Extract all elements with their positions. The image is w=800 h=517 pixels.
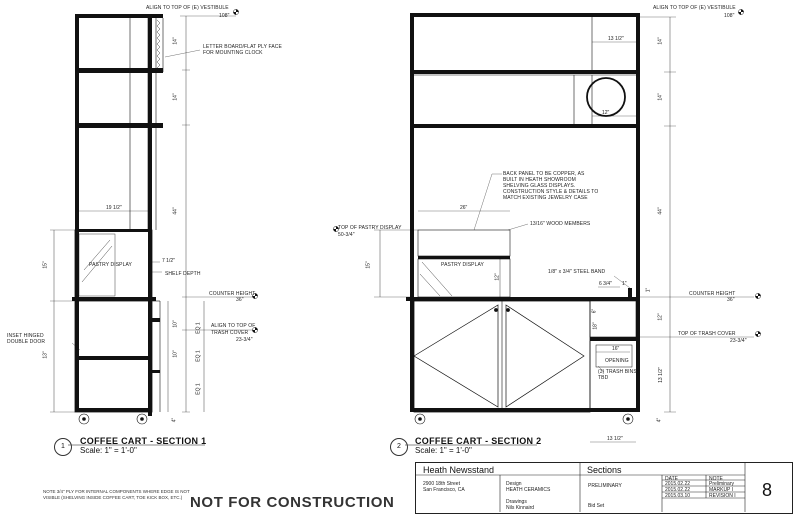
dim-left-6: 13": [42, 351, 49, 359]
trash-bins-note-1: (3) TRASH BINS: [598, 369, 637, 375]
inset-hinged-1: INSET HINGED: [7, 333, 44, 339]
status-preliminary: PRELIMINARY: [588, 483, 622, 489]
align-trash-2: TRASH COVER: [211, 330, 249, 336]
top-note-right-dim: 108": [724, 13, 735, 19]
sheet-number: 8: [762, 480, 773, 500]
design-value: HEATH CERAMICS: [506, 487, 551, 493]
wood-members-note: 13/16" WOOD MEMBERS: [530, 221, 591, 227]
pastry-display-label: PASTRY DISPLAY: [89, 262, 132, 268]
address-line-1: 2900 18th Street: [423, 481, 460, 487]
dim-left-8: 4": [171, 417, 178, 423]
dim-right-outer-5: 12": [657, 313, 664, 321]
back-panel-note-2: BUILT IN HEATH SHOWROOM: [503, 177, 576, 183]
dim-right-small-3: 1": [645, 287, 652, 293]
dim-left-width: 19 1/2": [106, 205, 122, 211]
dim-right-small-5: 16": [612, 346, 620, 352]
rev-header-note: NOTE: [709, 476, 723, 482]
dim-right-outer-6: 13 1/2": [657, 367, 664, 383]
top-of-trash-cover-dim: 23-3/4": [730, 338, 747, 344]
dim-right-small-4: 6": [591, 308, 598, 314]
dim-right-12: 12": [494, 273, 501, 281]
back-panel-note-3: SHELVING GLASS DISPLAYS.: [503, 183, 576, 189]
address-line-2: San Francisco, CA: [423, 487, 465, 493]
shelf-depth-label: SHELF DEPTH: [165, 271, 201, 277]
section-1-title: COFFEE CART - SECTION 1: [80, 436, 207, 446]
dim-left-4: 15": [42, 261, 49, 269]
not-for-construction-stamp: NOT FOR CONSTRUCTION: [190, 494, 395, 511]
dim-right-outer-2: 14": [657, 93, 664, 101]
letter-board-note-1: LETTER BOARD/FLAT PLY FACE: [203, 44, 282, 50]
dim-right-small-6: 18": [592, 322, 599, 330]
section-1-scale: Scale: 1" = 1'-0": [80, 446, 137, 455]
rev-header-date: DATE: [665, 476, 678, 482]
rev-1-date: 2015.02.22: [665, 481, 691, 487]
dim-right-outer-3: 44": [657, 207, 664, 215]
section-2-scale: Scale: 1" = 1'-0": [415, 446, 472, 455]
dim-left-5: 10": [172, 320, 179, 328]
bid-set-label: Bid Set: [588, 503, 605, 509]
dim-left-1: 14": [172, 37, 179, 45]
back-panel-note-1: BACK PANEL TO BE COPPER, AS: [503, 171, 585, 177]
dim-right-top: 13 1/2": [608, 36, 624, 42]
drawings-value: Nils Kinnaird: [506, 505, 535, 511]
dim-right-outer-1: 14": [657, 37, 664, 45]
pastry-display-label-2: PASTRY DISPLAY: [441, 262, 484, 268]
drawings-label: Drawings: [506, 499, 527, 505]
top-of-trash-cover: TOP OF TRASH COVER: [678, 331, 736, 337]
dim-right-small-2: 1": [622, 281, 627, 287]
section-2-number: 2: [390, 438, 408, 456]
top-of-pastry-display: TOP OF PASTRY DISPLAY: [338, 225, 402, 231]
dim-right-bottom: 13 1/2": [607, 436, 623, 442]
dim-left-eq-3: EQ 1: [195, 383, 202, 395]
rev-1-note: Preliminary: [709, 481, 735, 487]
dim-right-small-7: 12": [602, 110, 610, 116]
letter-board-note-2: FOR MOUNTING CLOCK: [203, 50, 263, 56]
design-label: Design: [506, 481, 522, 487]
dim-right-outer-4: 15": [365, 261, 372, 269]
section-1-number: 1: [54, 438, 72, 456]
back-panel-note-4: CONSTRUCTION STYLE & DETAILS TO: [503, 189, 599, 195]
top-note-left-dim: 108": [219, 13, 230, 19]
general-note: NOTE 3/4" PLY FOR INTERNAL COMPONENTS WHERE EDGE IS NOT VISIBLE (SHELVING INSIDE COFFEE CART, TOE KICK BOX, ETC.): [43, 489, 190, 500]
opening-label: OPENING: [605, 358, 629, 364]
top-of-pastry-display-dim: 50-3/4": [338, 232, 355, 238]
counter-height-left: COUNTER HEIGHT: [209, 291, 256, 297]
dim-left-eq-2: EQ 1: [195, 350, 202, 362]
project-name: Heath Newsstand: [423, 465, 495, 475]
dim-left-3: 44": [172, 207, 179, 215]
top-note-right: ALIGN TO TOP OF (E) VESTIBULE: [653, 5, 736, 11]
top-note-left: ALIGN TO TOP OF (E) VESTIBULE: [146, 5, 229, 11]
rev-2-date: 2015.02.22: [665, 487, 691, 493]
back-panel-note-5: MATCH EXISTING JEWELRY CASE: [503, 195, 588, 201]
rev-3-date: 2015.03.10: [665, 493, 691, 499]
dim-left-7: 10": [172, 350, 179, 358]
dim-left-eq-1: EQ 1: [195, 322, 202, 334]
rev-2-note: MARKUP I: [709, 487, 734, 493]
dim-left-shelf: 7 1/2": [162, 258, 175, 264]
counter-height-left-dim: 36": [236, 297, 244, 303]
counter-height-right: COUNTER HEIGHT: [689, 291, 736, 297]
section-2-title: COFFEE CART - SECTION 2: [415, 436, 542, 446]
dim-right-26: 26": [460, 205, 468, 211]
sheet-title: Sections: [587, 465, 622, 475]
counter-height-right-dim: 36": [727, 297, 735, 303]
align-trash-1: ALIGN TO TOP OF: [211, 323, 256, 329]
steel-band-note: 1/8" x 3/4" STEEL BAND: [548, 269, 606, 275]
align-trash-dim: 23-3/4": [236, 337, 253, 343]
dim-right-outer-7: 4": [656, 417, 663, 423]
inset-hinged-2: DOUBLE DOOR: [7, 339, 46, 345]
rev-3-note: REVISION I: [709, 493, 736, 499]
trash-bins-note-2: TBD: [598, 375, 609, 381]
dim-right-small-1: 6 3/4": [599, 281, 612, 287]
dim-left-2: 14": [172, 93, 179, 101]
